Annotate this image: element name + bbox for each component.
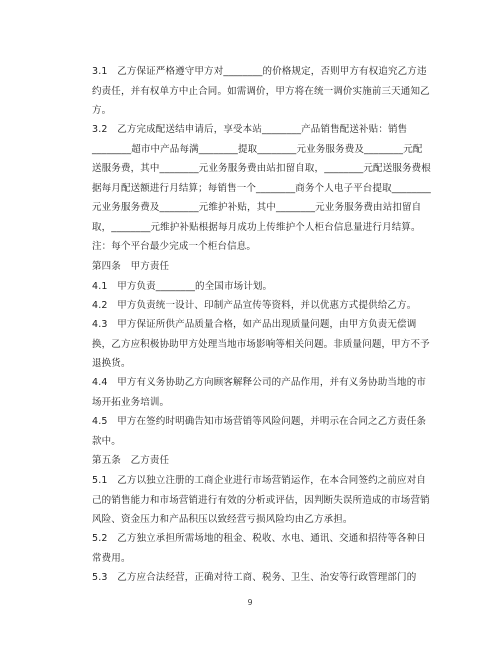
page-number: 9 <box>247 598 253 607</box>
article-4-heading: 第四条 甲方责任 <box>92 261 170 272</box>
clause-4-5: 4.5 甲方在签约时明确告知市场营销等风险问题，并明示在合同之乙方责任条款中。 <box>92 416 427 447</box>
clause-3-1: 3.1 乙方保证严格遵守甲方对________的价格规定，否则甲方有权追究乙方违约责任，并有权单方中止合同。如需调价，甲方将在统一调价实施前三天通知乙方。 <box>92 66 430 116</box>
clause-4-2: 4.2 甲方负责统一设计、印制产品宣传等资料，并以优惠方式提供给乙方。 <box>92 300 417 311</box>
clause-3-2: 3.2 乙方完成配送结申请后，享受本站________产品销售配送补贴：销售________超市中产品每满________提取________元业务服务费及________元配送服务费，其中________元业务服务费由站扣留自取，________元配送服务费根据每月配送额进行月结算；每销售一个________商务个人电子平台提取________元业务服务费及________元维护补贴，其中________元业务服务费由站扣留自取，________元维护补贴根据每月成功上传维护个人柜台信息量进行月结算。注：每个平台最少完成一个柜台信息。 <box>92 124 431 252</box>
clause-5-2: 5.2 乙方独立承担所需场地的租金、税收、水电、通讯、交通和招待等各种日常费用。 <box>92 533 427 564</box>
clause-4-1: 4.1 甲方负责________的全国市场计划。 <box>92 281 273 292</box>
article-5-heading: 第五条 乙方责任 <box>92 455 170 466</box>
clause-5-1: 5.1 乙方以独立注册的工商企业进行市场营销运作，在本合同签约之前应对自己的销售能力和市场营销进行有效的分析或评估，因判断失误所造成的市场营销风险、资金压力和产品积压以致经营亏损风险均由乙方承担。 <box>92 475 430 525</box>
clause-5-3: 5.3 乙方应合法经营，正确对待工商、税务、卫生、治安等行政管理部门的 <box>92 572 417 583</box>
clause-4-3: 4.3 甲方保证所供产品质量合格，如产品出现质量问题，由甲方负责无偿调换，乙方应积极协助甲方处理当地市场影响等相关问题。非质量问题，甲方不予退换货。 <box>92 319 430 369</box>
clause-4-4: 4.4 甲方有义务协助乙方向顾客解释公司的产品作用，并有义务协助当地的市场开拓业务培训。 <box>92 377 427 408</box>
